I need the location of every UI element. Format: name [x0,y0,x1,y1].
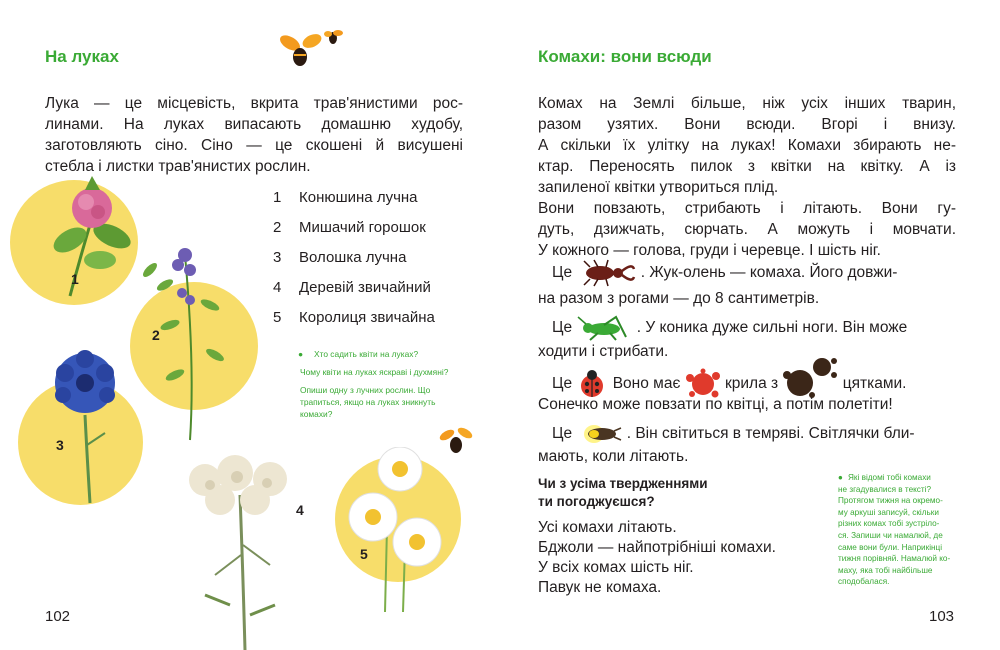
note-line: сподобалася. [838,577,890,587]
text-line: Вони повзають, стрибають і літають. Вони гу- [538,200,956,217]
plant-name: Конюшина лучна [299,189,418,206]
statements-list [538,518,776,598]
text-line: А скільки їх улітку на луках! Комахи збирають не- [538,137,956,154]
beetle-line: на разом з рогами — до 8 сантиметрів. [538,290,820,307]
question-line: Чому квіти на луках яскраві і духмяні? [300,367,449,377]
plant-legend-item [273,189,418,206]
bullet-icon: ● [298,349,304,359]
right-page-title: Комахи: вони всюди [538,47,712,66]
plant-name: Деревій звичайний [299,279,431,296]
bullet-icon: ● [838,473,843,482]
brown-paint-splash-icon [782,355,838,399]
statement: У всіх комах шість ніг. [538,559,694,576]
photo-label: 3 [56,437,64,453]
question-line: комахи? [300,409,333,419]
bee-illustration [276,27,348,73]
left-page-title: На луках [45,47,119,66]
statement: Павук не комаха. [538,579,662,596]
text-segment: . Він світиться в темряві. Світлячки бли- [626,425,915,443]
plant-legend-item [273,279,431,296]
text-segment: . У коника дуже сильні ноги. Він може [636,319,908,337]
question-line: Опиши одну з лучних рослин. Що [300,385,431,395]
daisy-photo [345,447,450,612]
cornflower-photo [35,345,135,505]
text-line: разом узятих. Вони всюди. Вгорі і внизу. [538,116,956,133]
note-line: му аркуші записуй, скільки [838,507,939,517]
plant-name: Королиця звичайна [299,309,435,326]
grasshopper-icon [576,315,632,341]
plant-legend-item [273,219,426,236]
plant-number: 1 [273,189,282,206]
note-line: не згадувалися в тексті? [838,484,932,494]
intro-line: заготовляють сіно. Сіно — це скошені й висушені [45,137,463,154]
note-line: Протягом тижня на окремо- [838,496,943,506]
statement: Бджоли — найпотрібніші комахи. [538,539,776,556]
note-line: саме вони були. Наприкінці [838,542,943,552]
intro-line: линами. На луках випасають домашню худобу, [45,116,463,133]
text-line: запиленої квітки утвориться плід. [538,179,779,196]
vetch-photo [130,215,240,445]
text-segment: Це [552,319,573,337]
stag-beetle-icon [576,259,636,287]
plant-legend-item [273,249,406,266]
plant-number: 2 [273,219,282,236]
text-segment: Це [552,264,573,282]
photo-label: 2 [152,327,160,343]
question-line: ● Хто садить квіти на луках? [298,349,419,359]
left-intro [45,93,463,177]
note-line: маху, яка тобі найбільше [838,565,933,575]
side-note [838,472,958,588]
intro-line: стебла і листки трав'янистих рослин. [45,158,311,175]
plant-name: Мишачий горошок [299,219,426,236]
text-segment: . Жук-олень — комаха. Його довжи- [640,264,898,282]
text-line: У кожного — голова, груди і черевце. І шість ніг. [538,242,881,259]
plant-number: 5 [273,309,282,326]
grasshopper-line [538,315,956,341]
note-line: ● Які відомі тобі комахи [838,473,931,482]
text-segment: цятками. [842,375,907,393]
text-segment: Це [552,425,573,443]
discussion-questions [300,348,465,420]
plant-legend-item [273,309,435,326]
beetle-line [538,259,956,287]
text-segment: крила з [724,375,779,393]
grasshopper-line: ходити і стрибати. [538,343,669,360]
question-line: трапиться, якщо на луках зникнуть [300,397,436,407]
plant-name: Волошка лучна [299,249,407,266]
yarrow-photo [175,455,305,650]
photo-label: 1 [71,271,79,287]
ladybug-line: Сонечко може повзати по квітці, а потім полетіти! [538,396,893,413]
text-line: Комах на Землі більше, ніж усіх інших тварин, [538,95,956,112]
note-line: ся. Запиши чи намалюй, де [838,530,943,540]
plant-number: 3 [273,249,282,266]
text-segment: Воно має [612,375,681,393]
ladybug-icon [576,369,608,399]
firefly-icon [576,420,622,448]
question-heading [538,475,708,511]
text-line: дуть, дзижчать, сюрчать. А можуть і мовчати. [538,221,956,238]
right-para1 [538,93,956,261]
page-number-left: 102 [45,608,71,625]
firefly-line: мають, коли літають. [538,448,689,465]
firefly-line [538,420,956,448]
heading-line: Чи з усіма твердженнями [538,476,708,491]
text-segment: Це [552,375,573,393]
note-line: тижня порівняй. Намалюй ко- [838,554,951,564]
photo-label: 4 [296,502,304,518]
text-line: ктар. Переносять пилок з квітки на квітку. А із [538,158,956,175]
statement: Усі комахи літають. [538,519,677,536]
intro-line: Лука — це місцевість, вкрита трав'янистими рос- [45,95,463,112]
photo-label: 5 [360,546,368,562]
note-line: різних комах тобі зустріло- [838,519,940,529]
heading-line: ти погоджуєшся? [538,494,655,509]
plant-number: 4 [273,279,282,296]
page-number-right: 103 [929,608,955,625]
